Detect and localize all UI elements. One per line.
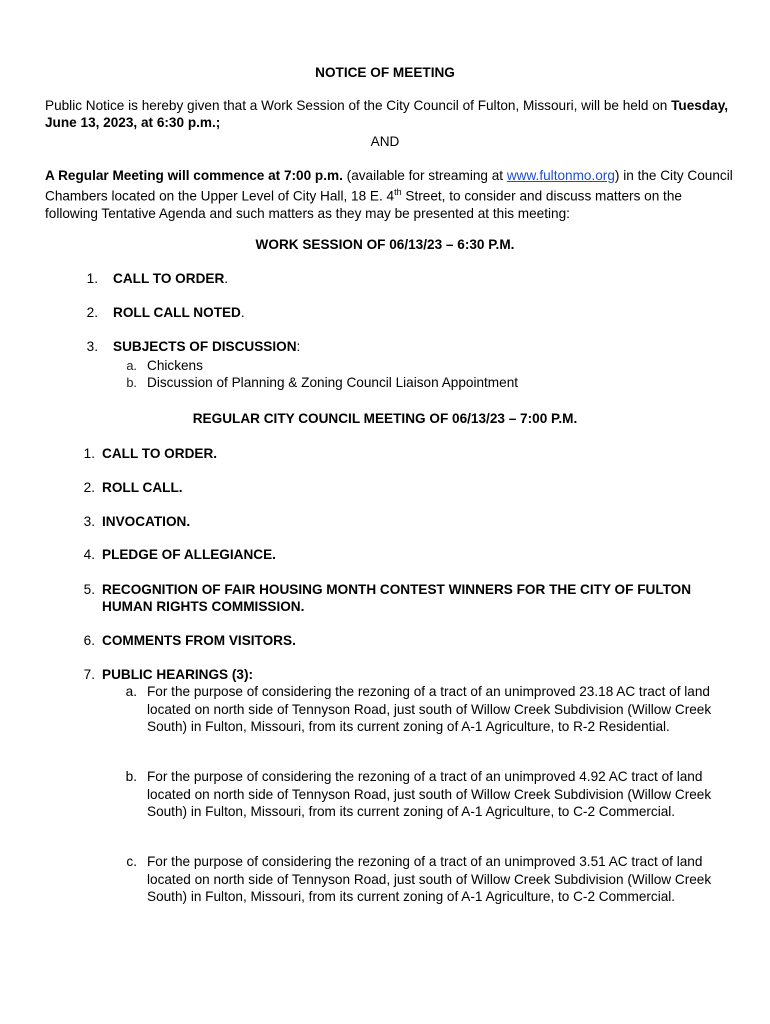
item-label: INVOCATION. (102, 514, 191, 529)
item-label: PUBLIC HEARINGS (3): (102, 667, 254, 682)
item-label: ROLL CALL NOTED. (113, 305, 245, 320)
notice-title: NOTICE OF MEETING (315, 65, 455, 80)
intro-text: Public Notice is hereby given that a Work Session of the City Council of Fulton, Missouri, will be held on (45, 98, 668, 113)
regular-pre-link: (available for streaming at (342, 168, 507, 183)
sub-item-text: For the purpose of considering the rezoning of a tract of an unimproved 3.51 AC tract of land located on north side of Tennyson Road, just south of Willow Creek Subdivision (Willow Creek South) in Fulton, Missouri, from its current zoning of A-1 Agriculture, to C-2 Commercial. (147, 854, 712, 904)
item-number: 7. (83, 667, 95, 682)
item-number: 2. (86, 305, 98, 320)
item-label: COMMENTS FROM VISITORS. (102, 633, 296, 648)
item-label: PLEDGE OF ALLEGIANCE. (102, 547, 276, 562)
regular-meeting-paragraph (45, 167, 735, 222)
sub-item-letter: c. (126, 854, 137, 869)
regular-end: Street, to consider and discuss matters on the following Tentative Agenda and such matters as they may be presented at this meeting: (45, 188, 682, 221)
regular-meeting-start: A Regular Meeting will commence at 7:00 p.m. (45, 168, 343, 183)
item-number: 5. (83, 582, 95, 597)
sub-item-text: For the purpose of considering the rezoning of a tract of an unimproved 23.18 AC tract of land located on north side of Tennyson Road, just south of Willow Creek Subdivision (Willow Creek South) in Fulton, Missouri, from its current zoning of A-1 Agriculture, to R-2 Residential. (147, 684, 712, 734)
item-label: ROLL CALL. (102, 480, 183, 495)
item-number: 1. (83, 446, 95, 461)
item-label: RECOGNITION OF FAIR HOUSING MONTH CONTEST WINNERS FOR THE CITY OF FULTON HUMAN RIGHTS COMMISSION. (102, 582, 692, 614)
sub-item-text: For the purpose of considering the rezoning of a tract of an unimproved 4.92 AC tract of land located on north side of Tennyson Road, just south of Willow Creek Subdivision (Willow Creek South) in Fulton, Missouri, from its current zoning of A-1 Agriculture, to C-2 Commercial. (147, 769, 712, 819)
item-number: 4. (83, 547, 95, 562)
sub-item-letter: b. (126, 375, 137, 390)
sub-item-text: Chickens (147, 358, 203, 373)
regular-post-link: ) in the City Council Chambers located on the Upper Level of City Hall, 18 E. 4 (45, 168, 733, 204)
item-number: 6. (83, 633, 95, 648)
sub-item-letter: a. (125, 684, 137, 699)
item-label: SUBJECTS OF DISCUSSION: (113, 339, 301, 354)
regular-meeting-heading: REGULAR CITY COUNCIL MEETING OF 06/13/23 – 7:00 P.M. (192, 411, 578, 426)
item-number: 2. (83, 480, 95, 495)
sub-item-text: Discussion of Planning & Zoning Council Liaison Appointment (147, 375, 519, 390)
and-text: AND (370, 134, 400, 149)
sub-item-letter: a. (126, 358, 137, 373)
item-label: CALL TO ORDER. (113, 271, 229, 286)
work-session-heading: WORK SESSION OF 06/13/23 – 6:30 P.M. (255, 237, 515, 252)
item-number: 1. (86, 271, 98, 286)
item-number: 3. (86, 339, 98, 354)
ordinal-suffix: th (394, 187, 402, 197)
streaming-link[interactable]: www.fultonmo.org (506, 168, 615, 183)
intro-paragraph (45, 97, 735, 131)
item-number: 3. (83, 514, 95, 529)
sub-item-letter: b. (125, 769, 137, 784)
intro-date: Tuesday, June 13, 2023, at 6:30 p.m.; (45, 98, 729, 130)
item-label: CALL TO ORDER. (102, 446, 218, 461)
